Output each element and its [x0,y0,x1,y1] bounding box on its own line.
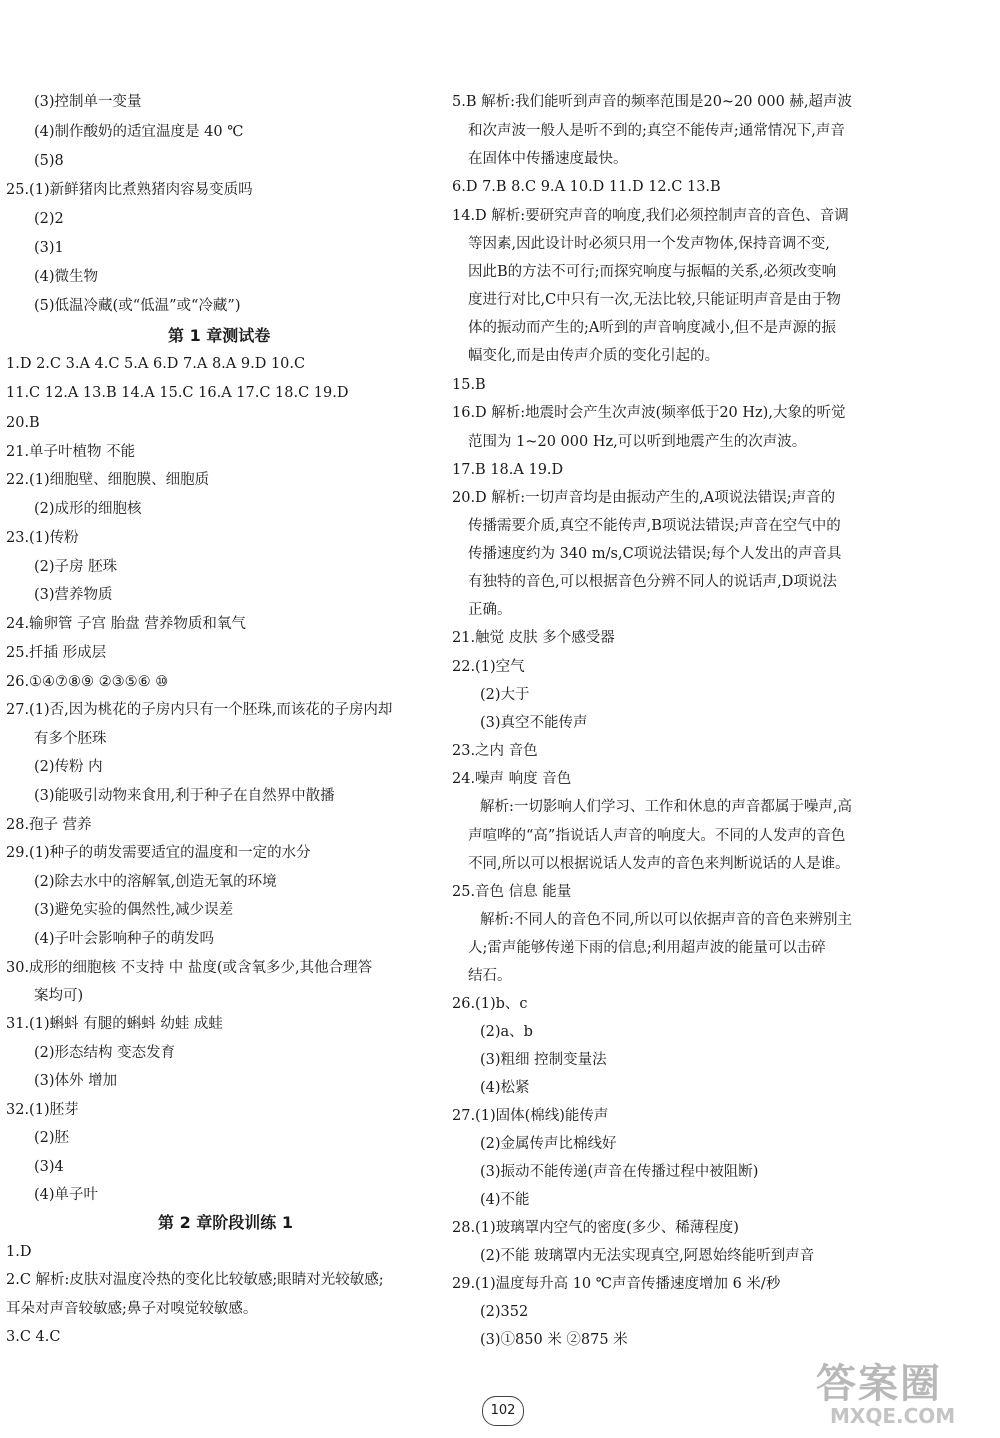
answer-item: 24.噪声 响度 音色 [452,771,572,787]
answer-line: 案均可) [34,988,84,1004]
answer-item: 26.①④⑦⑧⑨ ②③⑤⑥ ⑩ [6,674,169,690]
answer-line: 幅变化,而是由传声介质的变化引起的。 [468,348,720,364]
answer-item: 26.(1)b、c [452,996,528,1012]
answer-item: 29.(1)种子的萌发需要适宜的温度和一定的水分 [6,845,311,861]
answer-item: 15.B [452,377,486,393]
answer-item: 6.D 7.B 8.C 9.A 10.D 11.D 12.C 13.B [452,179,721,195]
section-heading: 第 2 章阶段训练 1 [158,1213,293,1232]
answer-line: 因此B的方法不可行;而探究响度与振幅的关系,必须改变响 [468,264,837,280]
answer-item: 32.(1)胚芽 [6,1102,79,1118]
answer-line: (2)2 [34,211,64,227]
answer-item: 22.(1)空气 [452,659,525,675]
answer-item: 28.(1)玻璃罩内空气的密度(多少、稀薄程度) [452,1220,739,1236]
answer-line: (4)不能 [480,1192,530,1208]
watermark-site: MXQE.COM [830,1404,956,1428]
answer-item: 27.(1)否,因为桃花的子房内只有一个胚珠,而该花的子房内却 [6,702,393,718]
answer-line: (2)胚 [34,1130,70,1146]
answer-line: 声喧哗的“高”指说话人声音的响度大。不同的人发声的音色 [468,828,846,844]
answer-item: 3.C 4.C [6,1329,61,1345]
answer-line: (3)1 [34,240,64,256]
answer-line: 有独特的音色,可以根据音色分辨不同人的说话声,D项说法 [468,574,837,590]
answer-item: 2.C 解析:皮肤对温度冷热的变化比较敏感;眼睛对光较敏感; [6,1272,384,1288]
answer-item: 1.D [6,1244,32,1260]
answer-item: 25.扦插 形成层 [6,645,107,661]
answer-item: 25.音色 信息 能量 [452,884,572,900]
answer-line: (3)能吸引动物来食用,利于种子在自然界中散播 [34,788,335,804]
answer-item: 22.(1)细胞壁、细胞膜、细胞质 [6,472,210,488]
answer-item: 20.B [6,415,40,431]
answer-line: (3)真空不能传声 [480,715,588,731]
section-heading: 第 1 章测试卷 [168,326,271,345]
answer-line: 传播需要介质,真空不能传声,B项说法错误;声音在空气中的 [468,518,841,534]
answer-line: 范围为 1~20 000 Hz,可以听到地震产生的次声波。 [468,434,807,450]
answer-line: (3)体外 增加 [34,1073,118,1089]
answer-line: 在固体中传播速度最快。 [468,151,628,167]
answer-item: 1.D 2.C 3.A 4.C 5.A 6.D 7.A 8.A 9.D 10.C [6,356,306,372]
answer-item: 21.单子叶植物 不能 [6,444,136,460]
answer-item: 20.D 解析:一切声音均是由振动产生的,A项说法错误;声音的 [452,490,836,506]
answer-item: 17.B 18.A 19.D [452,462,564,478]
answer-line: (2)不能 玻璃罩内无法实现真空,阿恩始终能听到声音 [480,1248,815,1264]
answer-item: 21.触觉 皮肤 多个感受器 [452,630,615,646]
answer-line: (3)4 [34,1159,64,1175]
answer-line: 不同,所以可以根据说话人发声的音色来判断说话的人是谁。 [468,856,850,872]
answer-line: (3)粗细 控制变量法 [480,1052,607,1068]
answer-line: (4)微生物 [34,269,99,285]
answer-line: 正确。 [468,602,512,618]
answer-line: (3)振动不能传递(声音在传播过程中被阻断) [480,1164,759,1180]
answer-item: 29.(1)温度每升高 10 ℃声音传播速度增加 6 米/秒 [452,1276,781,1292]
watermark-logo: 答案圈 [816,1361,942,1407]
answer-line: 解析:不同人的音色不同,所以可以依据声音的音色来辨别主 [480,912,852,928]
answer-line: 人;雷声能够传递下雨的信息;利用超声波的能量可以击碎 [468,940,826,956]
answer-item: 25.(1)新鲜猪肉比煮熟猪肉容易变质吗 [6,182,253,198]
answer-line: (4)子叶会影响种子的萌发吗 [34,931,215,947]
answer-item: 31.(1)蝌蚪 有腿的蝌蚪 幼蛙 成蛙 [6,1016,223,1032]
answer-line: (3)营养物质 [34,587,113,603]
answer-line: (4)单子叶 [34,1187,99,1203]
answer-line: 解析:一切影响人们学习、工作和休息的声音都属于噪声,高 [480,799,852,815]
page-number: 102 [482,1396,524,1426]
answer-line: 传播速度约为 340 m/s,C项说法错误;每个人发出的声音具 [468,546,842,562]
answer-item: 5.B 解析:我们能听到声音的频率范围是20~20 000 赫,超声波 [452,94,853,110]
answer-item: 23.(1)传粉 [6,530,79,546]
answer-item: 23.之内 音色 [452,743,538,759]
answer-line: (2)成形的细胞核 [34,501,142,517]
answer-item: 24.输卵管 子宫 胎盘 营养物质和氧气 [6,616,246,632]
answer-item: 28.孢子 营养 [6,817,92,833]
answer-item: 27.(1)固体(棉线)能传声 [452,1108,609,1124]
answer-line: 耳朵对声音较敏感;鼻子对嗅觉较敏感。 [6,1301,258,1317]
answer-item: 11.C 12.A 13.B 14.A 15.C 16.A 17.C 18.C 19.D [6,385,349,401]
answer-line: (4)松紧 [480,1080,530,1096]
answer-line: (2)金属传声比棉线好 [480,1136,617,1152]
answer-line: (2)a、b [480,1024,533,1040]
answer-line: 有多个胚珠 [34,731,107,747]
answer-line: (3)避免实验的偶然性,减少误差 [34,902,234,918]
answer-line: 体的振动而产生的;A听到的声音响度减小,但不是声源的振 [468,320,836,336]
answer-line: (2)子房 胚珠 [34,559,118,575]
answer-line: (5)8 [34,153,64,169]
answer-line: (2)形态结构 变态发育 [34,1045,176,1061]
answer-line: (3)①850 米 ②875 米 [480,1332,628,1348]
answer-line: 度进行对比,C中只有一次,无法比较,只能证明声音是由于物 [468,292,841,308]
answer-line: (2)大于 [480,687,530,703]
answer-line: 和次声波一般人是听不到的;真空不能传声;通常情况下,声音 [468,123,845,139]
answer-line: 等因素,因此设计时必须只用一个发声物体,保持音调不变, [468,236,830,252]
answer-line: (2)除去水中的溶解氧,创造无氧的环境 [34,874,277,890]
answer-item: 30.成形的细胞核 不支持 中 盐度(或含氧多少,其他合理答 [6,960,373,976]
answer-line: 结石。 [468,968,512,984]
answer-line: (4)制作酸奶的适宜温度是 40 ℃ [34,124,244,140]
answer-line: (5)低温冷藏(或“低温”或“冷藏”) [34,298,241,314]
answer-item: 16.D 解析:地震时会产生次声波(频率低于20 Hz),大象的听觉 [452,405,846,421]
answer-line: (2)352 [480,1304,529,1320]
answer-line: (2)传粉 内 [34,759,103,775]
answer-item: 14.D 解析:要研究声音的响度,我们必须控制声音的音色、音调 [452,208,849,224]
answer-line: (3)控制单一变量 [34,94,142,110]
